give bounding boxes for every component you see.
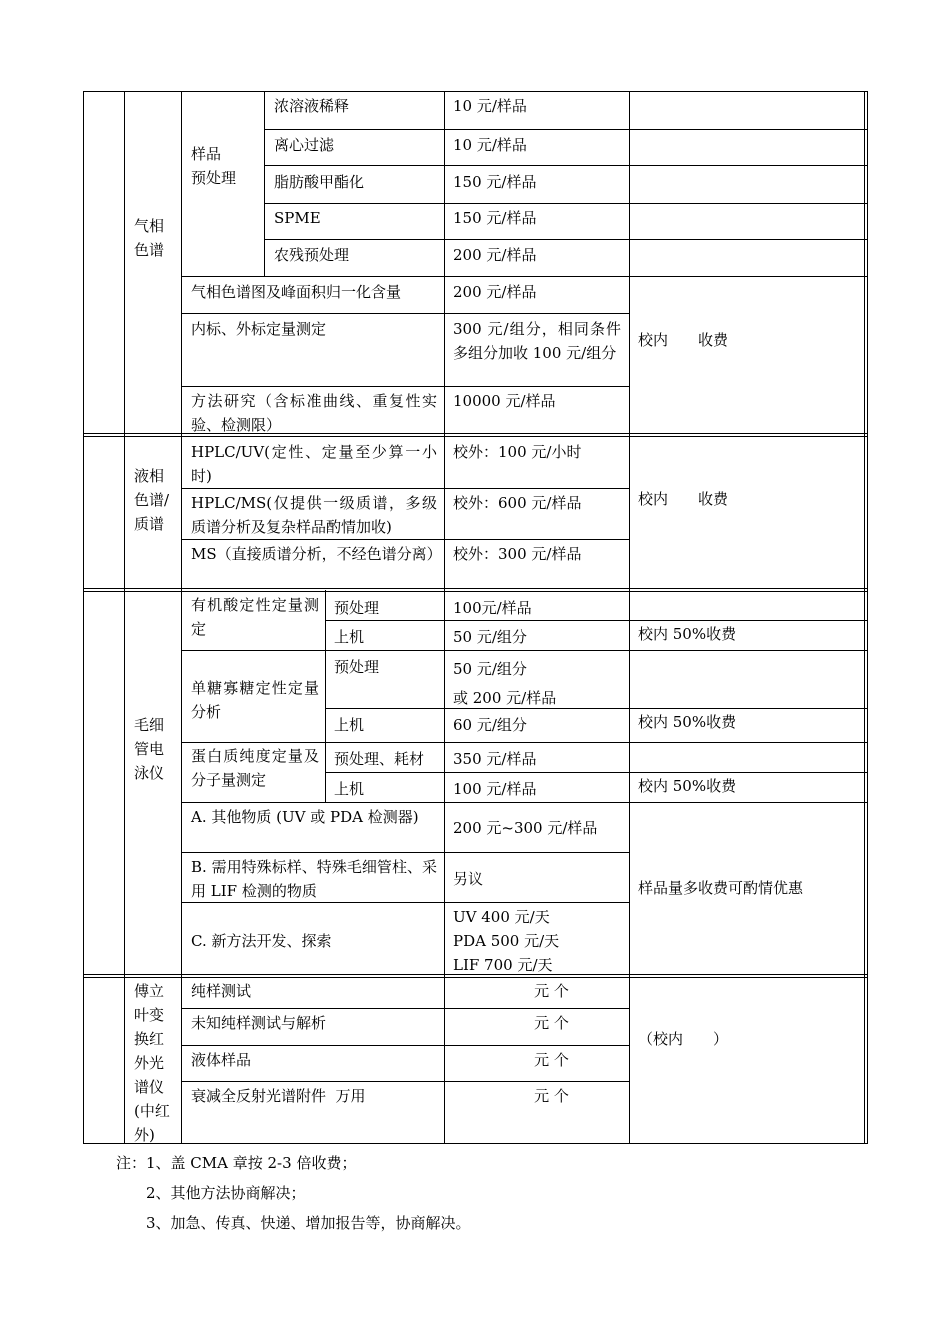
ce-step-price: 50 元/组分 或 200 元/样品 (453, 660, 557, 707)
gc-item-price: 10 元/样品 (453, 97, 527, 115)
ce-item-label: 蛋白质纯度定量及分子量测定 (191, 747, 319, 789)
gc-item-price: 200 元/样品 (453, 246, 537, 264)
section-separator (83, 588, 868, 589)
footnote: 2、其他方法协商解决； (146, 1184, 306, 1202)
ftir-item-price: 元 个 (534, 1014, 569, 1032)
table-divider (264, 203, 868, 204)
lc-item-price: 校外：600 元/样品 (453, 494, 582, 512)
table-border-left (83, 91, 84, 1144)
ce-step-price: 50 元/组分 (453, 628, 527, 646)
table-divider (181, 276, 868, 277)
ce-step-price: 350 元/样品 (453, 750, 537, 768)
footnote: 注：1、盖 CMA 章按 2-3 倍收费； (116, 1154, 357, 1172)
table-border-right (867, 91, 868, 1144)
ce-step-label: 上机 (334, 628, 365, 646)
table-border-top (83, 91, 868, 92)
ftir-item-label: 纯样测试 (191, 982, 252, 1000)
table-divider (181, 488, 629, 489)
table-divider (264, 239, 868, 240)
ftir-item-price: 元 个 (534, 982, 569, 1000)
gc-quant-price: 300 元/组分，相同条件多组分加收 100 元/组分 (453, 320, 621, 362)
gc-item-price: 10 元/样品 (453, 136, 527, 154)
lc-item-price: 校外：300 元/样品 (453, 545, 582, 563)
gc-item-label: 农残预处理 (274, 246, 350, 264)
ftir-item-label: 未知纯样测试与解析 (191, 1014, 327, 1032)
gc-integration-label: 气相色谱图及峰面积归一化含量 (191, 283, 402, 301)
table-divider (325, 708, 868, 709)
ce-step-price: 100元/样品 (453, 599, 532, 617)
footnotes (116, 1148, 471, 1238)
table-divider (264, 91, 265, 277)
gc-item-label: 浓溶液稀释 (274, 97, 350, 115)
gc-item-price: 150 元/样品 (453, 173, 537, 191)
ftir-item-price: 元 个 (534, 1051, 569, 1069)
lc-item-label: MS（直接质谱分析，不经色谱分离） (191, 545, 442, 563)
gc-integration-price: 200 元/样品 (453, 283, 537, 301)
table-divider (264, 129, 868, 130)
ftir-item-label: 液体样品 (191, 1051, 252, 1069)
gc-pretreat-label: 样品 预处理 (191, 145, 237, 187)
ce-step-price: 100 元/样品 (453, 780, 537, 798)
ce-other-label: B. 需用特殊标样、特殊毛细管柱、采用 LIF 检测的物质 (191, 858, 437, 900)
table-divider (181, 650, 868, 651)
ce-step-label: 上机 (334, 716, 365, 734)
ftir-fee-note: （校内 ） (638, 1030, 729, 1048)
lc-item-label: HPLC/UV(定性、定量至少算一小时) (191, 443, 437, 485)
ce-item-label: 单糖寡糖定性定量分析 (191, 679, 319, 721)
ftir-item-label: 衰减全反射光谱附件 万用 (191, 1087, 366, 1105)
lc-item-label: HPLC/MS(仅提供一级质谱，多级质谱分析及复杂样品酌情加收) (191, 494, 437, 536)
table-divider (181, 742, 868, 743)
table-divider (181, 386, 629, 387)
gc-item-price: 150 元/样品 (453, 209, 537, 227)
gc-category-label: 气相 色谱 (134, 217, 165, 259)
gc-item-label: 脂肪酸甲酯化 (274, 173, 365, 191)
ftir-category-label: 傅立 叶变 换红 外光 谱仪 (中红 外) (134, 982, 170, 1144)
table-divider (181, 852, 629, 853)
table-divider (124, 91, 125, 1144)
gc-item-label: SPME (274, 209, 321, 227)
ce-item-label: 有机酸定性定量测定 (191, 596, 319, 638)
gc-method-price: 10000 元/样品 (453, 392, 556, 410)
ce-other-price: UV 400 元/天 PDA 500 元/天 LIF 700 元/天 (453, 908, 560, 974)
lc-item-price: 校外：100 元/小时 (453, 443, 582, 461)
gc-fee-note: 校内 收费 (638, 331, 729, 349)
ce-discount-note: 样品量多收费可酌情优惠 (638, 879, 804, 897)
ce-step-note: 校内 50%收费 (638, 777, 737, 795)
ce-category-label: 毛细 管电 泳仪 (134, 716, 165, 782)
footnote: 3、加急、传真、快递、增加报告等，协商解决。 (146, 1214, 471, 1232)
lc-category-label: 液相 色谱/ 质谱 (134, 467, 170, 533)
gc-method-label: 方法研究（含标准曲线、重复性实验、检测限） (191, 392, 437, 434)
table-divider (181, 1045, 629, 1046)
table-divider (325, 590, 326, 802)
ce-step-note: 校内 50%收费 (638, 625, 737, 643)
table-divider (325, 772, 868, 773)
gc-item-label: 离心过滤 (274, 136, 335, 154)
ce-step-label: 预处理 (334, 658, 380, 676)
section-separator (83, 591, 868, 592)
ce-step-label: 预处理、耗材 (334, 750, 425, 768)
ce-other-label: C. 新方法开发、探索 (191, 932, 332, 950)
section-separator (83, 977, 868, 978)
table-divider (181, 1081, 629, 1082)
table-divider (181, 539, 629, 540)
lc-fee-note: 校内 收费 (638, 490, 729, 508)
table-divider (181, 313, 629, 314)
table-divider (264, 165, 868, 166)
ce-other-price: 另议 (453, 870, 484, 888)
table-border-bottom (83, 1143, 868, 1144)
table-divider (181, 802, 868, 803)
ftir-item-price: 元 个 (534, 1087, 569, 1105)
ce-step-label: 上机 (334, 780, 365, 798)
ce-step-note: 校内 50%收费 (638, 713, 737, 731)
table-divider (181, 91, 182, 1144)
ce-step-label: 预处理 (334, 599, 380, 617)
ce-other-label: A. 其他物质 (UV 或 PDA 检测器) (191, 808, 419, 826)
table-divider (325, 620, 868, 621)
table-divider (181, 1008, 629, 1009)
ce-other-price: 200 元~300 元/样品 (453, 819, 598, 837)
ce-step-price: 60 元/组分 (453, 716, 527, 734)
gc-quant-label: 内标、外标定量测定 (191, 320, 327, 338)
table-border-right (864, 91, 865, 1144)
